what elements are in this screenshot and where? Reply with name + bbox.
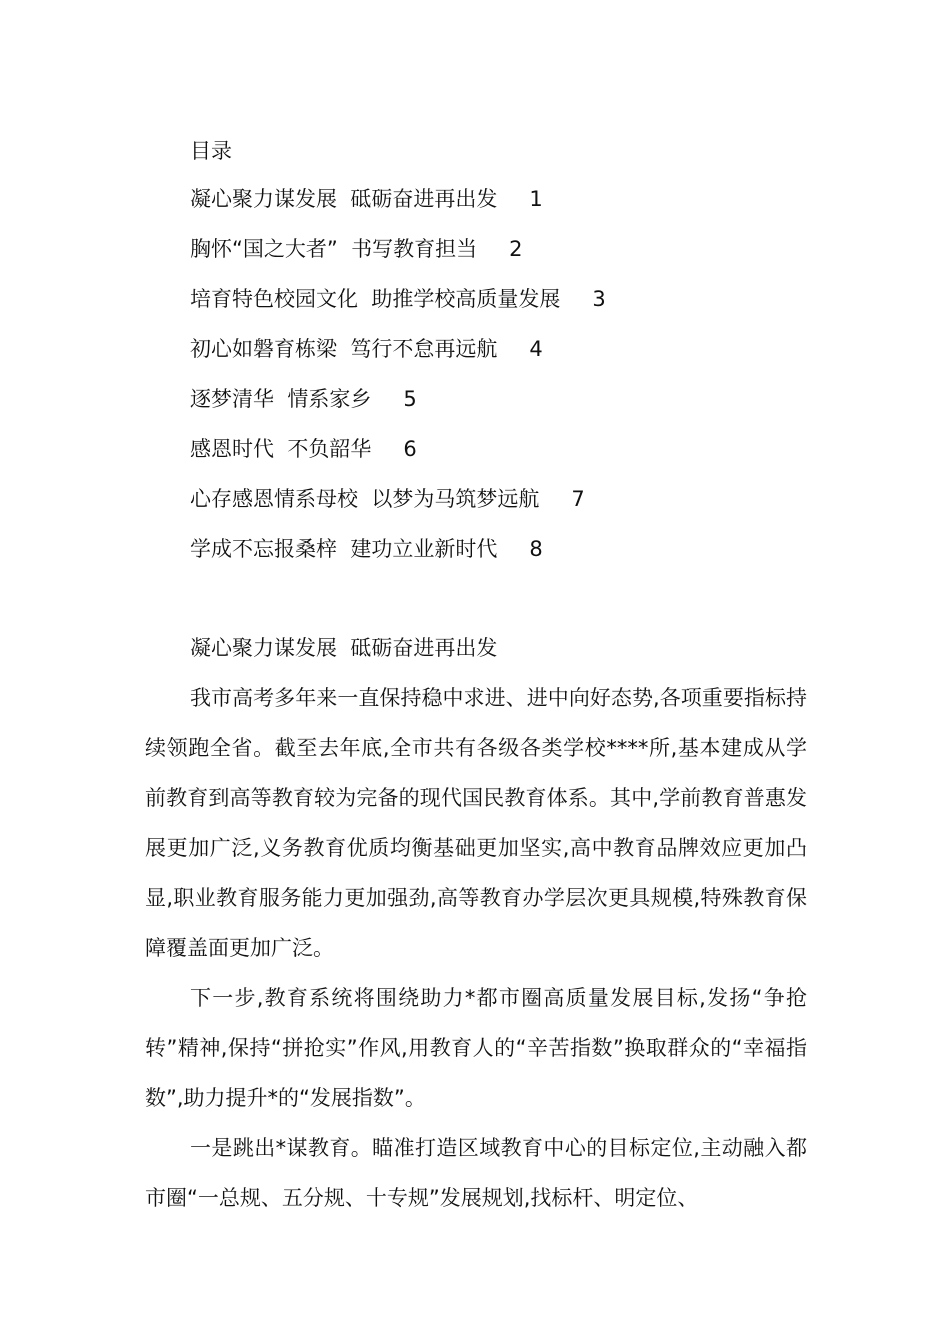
toc-entry[interactable] <box>190 484 585 514</box>
toc-entry[interactable] <box>190 384 417 414</box>
toc-entry-page: 2 <box>509 237 523 261</box>
toc-entry-text: 胸怀“国之大者” 书写教育担当 <box>190 237 478 261</box>
toc-entry-text: 凝心聚力谋发展 砥砺奋进再出发 <box>190 187 498 211</box>
toc-entry[interactable] <box>190 284 606 314</box>
toc-entry[interactable] <box>190 534 543 564</box>
toc-entry-page: 3 <box>592 287 606 311</box>
toc-entry-page: 5 <box>403 387 417 411</box>
body-paragraph: 一是跳出*谋教育。瞄准打造区域教育中心的目标定位,主动融入都市圈“一总规、五分规、十专规”发展规划,找标杆、明定位、 <box>145 1136 807 1210</box>
section-heading: 凝心聚力谋发展 砥砺奋进再出发 <box>190 636 498 660</box>
toc-entry-page: 7 <box>571 487 585 511</box>
toc-entry-page: 1 <box>529 187 543 211</box>
toc-entry-text: 学成不忘报桑梓 建功立业新时代 <box>190 537 498 561</box>
toc-entry[interactable] <box>190 184 543 214</box>
toc-entry[interactable] <box>190 234 522 264</box>
toc-entry-page: 6 <box>403 437 417 461</box>
toc-entry-page: 8 <box>529 537 543 561</box>
toc-entry[interactable] <box>190 434 417 464</box>
toc-entry-text: 感恩时代 不负韶华 <box>190 437 372 461</box>
body-paragraph: 我市高考多年来一直保持稳中求进、进中向好态势,各项重要指标持续领跑全省。截至去年底,全市共有各级各类学校****所,基本建成从学前教育到高等教育较为完备的现代国民教育体系。其中,学前教育普惠发展更加广泛,义务教育优质均衡基础更加坚实,高中教育品牌效应更加凸显,职业教育服务能力更加强劲,高等教育办学层次更具规模,特殊教育保障覆盖面更加广泛。 <box>145 686 807 960</box>
toc-entry-page: 4 <box>529 337 543 361</box>
toc-entry-text: 心存感恩情系母校 以梦为马筑梦远航 <box>190 487 540 511</box>
toc-title: 目录 <box>190 139 232 163</box>
toc-entry-text: 初心如磐育栋梁 笃行不怠再远航 <box>190 337 498 361</box>
toc-entry[interactable] <box>190 334 543 364</box>
body-paragraph: 下一步,教育系统将围绕助力*都市圈高质量发展目标,发扬“争抢转”精神,保持“拼抢实”作风,用教育人的“辛苦指数”换取群众的“幸福指数”,助力提升*的“发展指数”。 <box>145 986 807 1110</box>
toc-entry-text: 培育特色校园文化 助推学校高质量发展 <box>190 287 561 311</box>
toc-entry-text: 逐梦清华 情系家乡 <box>190 387 372 411</box>
